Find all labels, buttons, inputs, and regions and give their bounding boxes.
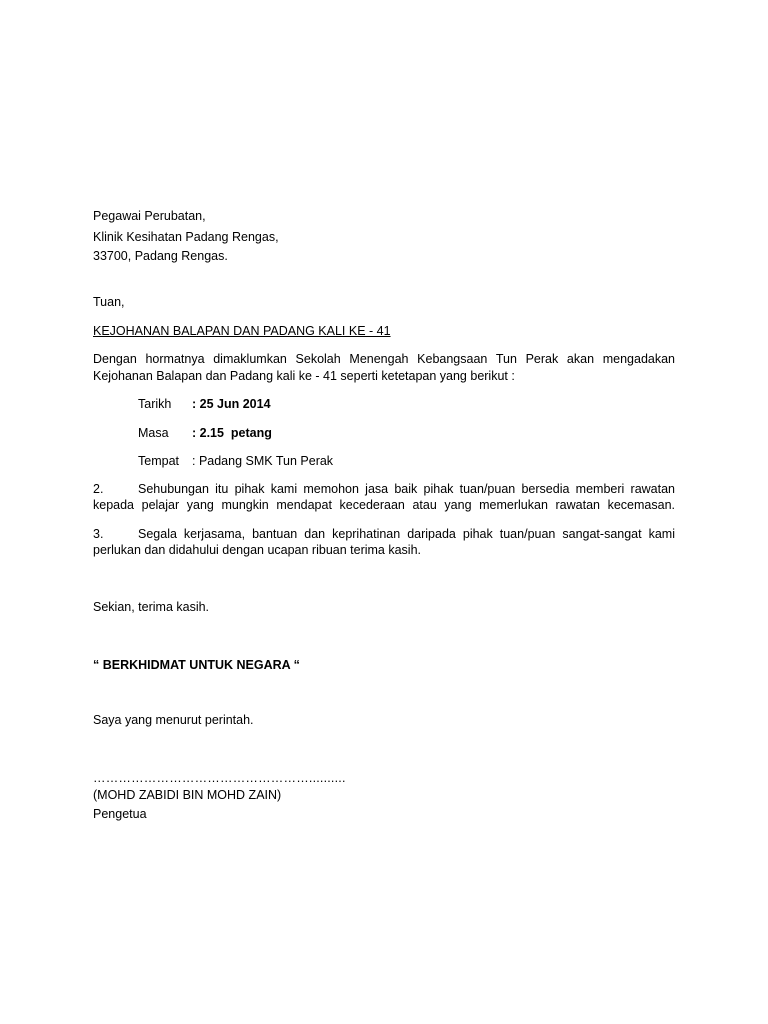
detail-venue-value: : Padang SMK Tun Perak [192,454,334,468]
paragraph-3-text-1: Segala kerjasama, bantuan dan keprihatinan daripada pihak tuan/puan sangat-sangat kami [138,527,675,541]
paragraph-3-number: 3. [93,527,104,541]
recipient-line-1: Pegawai Perubatan, [93,209,206,223]
intro-line-1: Dengan hormatnya dimaklumkan Sekolah Menengah Kebangsaan Tun Perak akan mengadakan [93,352,675,366]
recipient-line-2: Klinik Kesihatan Padang Rengas, [93,230,279,244]
paragraph-2-line-2: kepada pelajar yang mungkin mendapat kecederaan atau yang memerlukan rawatan kecemasan. [93,498,675,512]
signature-line: …………………………………………….......... [93,771,346,785]
detail-date-label: Tarikh [138,397,172,411]
detail-time-label: Masa [138,426,169,440]
intro-line-2: Kejohanan Balapan dan Padang kali ke - 41 seperti ketetapan yang berikut : [93,369,515,383]
motto: “ BERKHIDMAT UNTUK NEGARA “ [93,658,300,672]
letter-subject: KEJOHANAN BALAPAN DAN PADANG KALI KE - 41 [93,324,391,338]
detail-venue [138,453,333,469]
detail-venue-label: Tempat [138,454,179,468]
recipient-line-3: 33700, Padang Rengas. [93,249,228,263]
detail-date-value: : 25 Jun 2014 [192,397,271,411]
signatory-name: (MOHD ZABIDI BIN MOHD ZAIN) [93,788,282,802]
detail-time [138,425,272,441]
paragraph-3-line-2: perlukan dan didahului dengan ucapan ribuan terima kasih. [93,543,422,557]
detail-time-value: : 2.15 petang [192,426,272,440]
paragraph-2-line-1 [93,481,675,497]
closing-line: Sekian, terima kasih. [93,600,210,614]
salutation: Tuan, [93,295,125,309]
paragraph-2-text-1: Sehubungan itu pihak kami memohon jasa baik pihak tuan/puan bersedia memberi rawatan [138,482,675,496]
paragraph-3-line-1 [93,526,675,542]
detail-date [138,396,271,412]
sign-off: Saya yang menurut perintah. [93,713,254,727]
signatory-title: Pengetua [93,807,147,821]
paragraph-2-number: 2. [93,482,104,496]
